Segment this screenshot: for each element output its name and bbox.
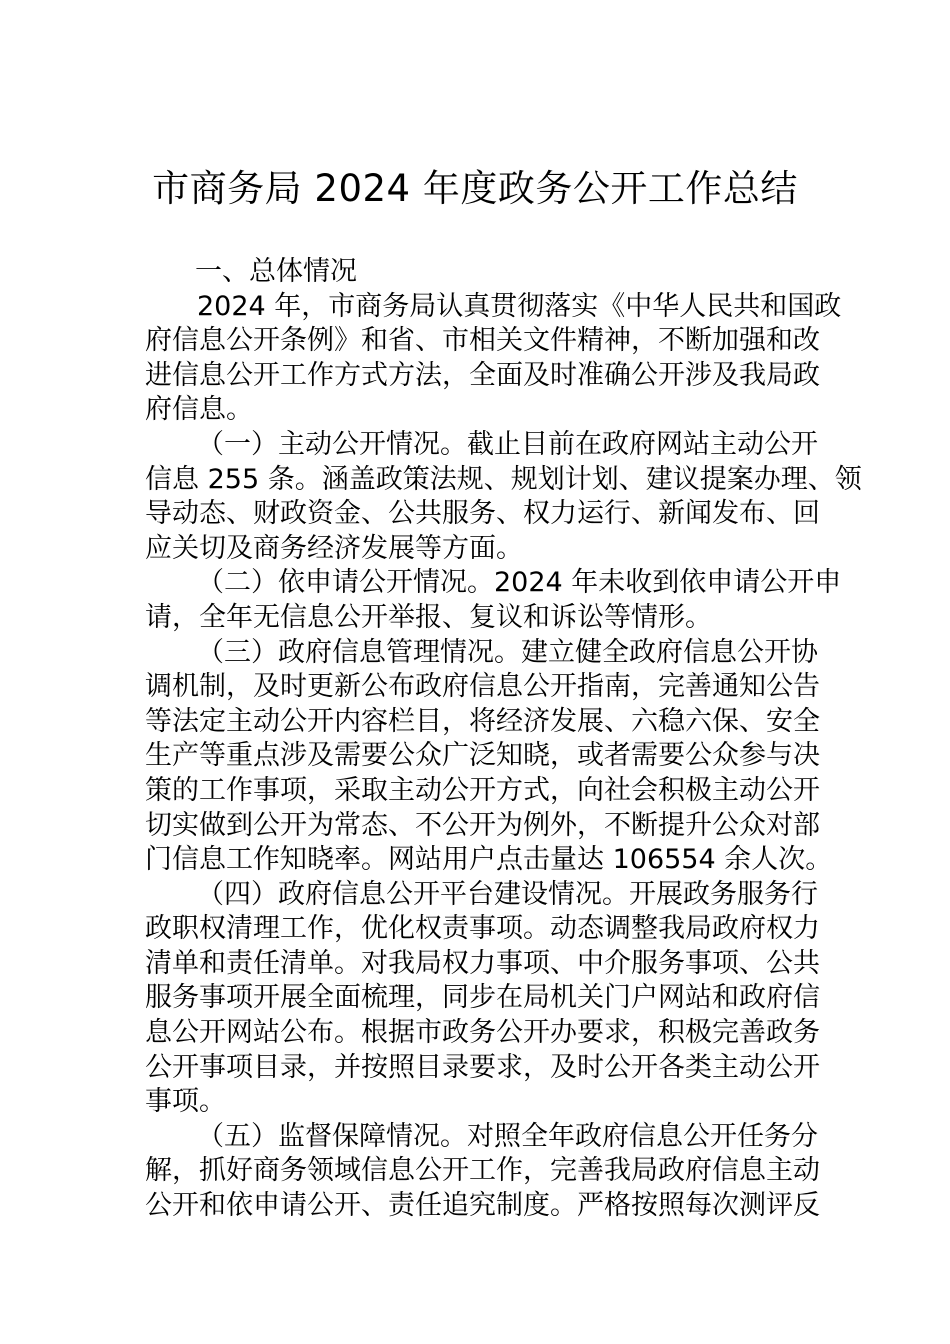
paragraph-line: （四）政府信息公开平台建设情况。开展政务服务行 bbox=[197, 878, 818, 910]
paragraph-line: 清单和责任清单。对我局权力事项、中介服务事项、公共 bbox=[145, 947, 820, 979]
paragraph-line: 解，抓好商务领域信息公开工作，完善我局政府信息主动 bbox=[145, 1155, 820, 1187]
paragraph-line: 2024 年，市商务局认真贯彻落实《中华人民共和国政 bbox=[197, 290, 842, 322]
paragraph-line: 公开事项目录，并按照目录要求，及时公开各类主动公开 bbox=[145, 1051, 820, 1083]
paragraph-line: 公开和依申请公开、责任追究制度。严格按照每次测评反 bbox=[145, 1190, 820, 1222]
paragraph-line: 等法定主动公开内容栏目，将经济发展、六稳六保、安全 bbox=[145, 705, 820, 737]
paragraph-line: 府信息公开条例》和省、市相关文件精神，不断加强和改 bbox=[145, 325, 820, 357]
paragraph-line: 息公开网站公布。根据市政务公开办要求，积极完善政务 bbox=[145, 1017, 820, 1049]
paragraph-line: 策的工作事项，采取主动公开方式，向社会积极主动公开 bbox=[145, 774, 820, 806]
document-title: 市商务局 2024 年度政务公开工作总结 bbox=[152, 167, 798, 210]
paragraph-line: 府信息。 bbox=[145, 394, 253, 426]
paragraph-line: 进信息公开工作方式方法，全面及时准确公开涉及我局政 bbox=[145, 359, 820, 391]
paragraph-line: （五）监督保障情况。对照全年政府信息公开任务分 bbox=[197, 1120, 818, 1152]
paragraph-line: 请，全年无信息公开举报、复议和诉讼等情形。 bbox=[145, 601, 712, 633]
paragraph-line: 应关切及商务经济发展等方面。 bbox=[145, 532, 523, 564]
paragraph-line: （一）主动公开情况。截止目前在政府网站主动公开 bbox=[197, 428, 818, 460]
paragraph-line: 服务事项开展全面梳理，同步在局机关门户网站和政府信 bbox=[145, 982, 820, 1014]
section-heading: 一、总体情况 bbox=[195, 256, 357, 287]
paragraph-line: 切实做到公开为常态、不公开为例外，不断提升公众对部 bbox=[145, 809, 820, 841]
document-body bbox=[145, 255, 862, 1224]
paragraph-line: 信息 255 条。涵盖政策法规、规划计划、建议提案办理、领 bbox=[145, 463, 862, 495]
paragraph-line: 导动态、财政资金、公共服务、权力运行、新闻发布、回 bbox=[145, 498, 820, 530]
paragraph-line: （二）依申请公开情况。2024 年未收到依申请公开申 bbox=[197, 567, 842, 599]
paragraph-line: （三）政府信息管理情况。建立健全政府信息公开协 bbox=[197, 636, 818, 668]
paragraph-line: 门信息工作知晓率。网站用户点击量达 106554 余人次。 bbox=[145, 844, 833, 876]
paragraph-line: 事项。 bbox=[145, 1086, 226, 1118]
paragraph-line: 生产等重点涉及需要公众广泛知晓，或者需要公众参与决 bbox=[145, 740, 820, 772]
paragraph-line: 调机制，及时更新公布政府信息公开指南，完善通知公告 bbox=[145, 671, 820, 703]
paragraph-line: 政职权清理工作，优化权责事项。动态调整我局政府权力 bbox=[145, 913, 820, 945]
